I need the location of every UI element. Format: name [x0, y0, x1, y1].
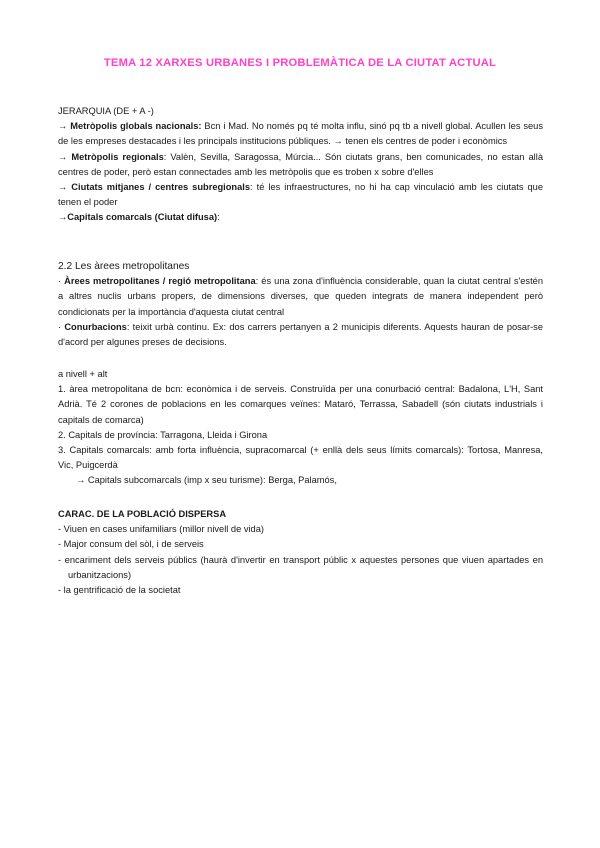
item-text: : és una zona d'influència considerable, quan la ciutat central s'estén a altres nuclis urbans propers, de dimensions diverses, que queden integrats de manera independent però condicionats per la importància d'aquesta ciutat central — [58, 276, 543, 317]
jerarquia-item — [58, 210, 543, 225]
jerarquia-section — [58, 104, 543, 226]
section-heading: 2.2 Les àrees metropolitanes — [58, 261, 190, 272]
dispersa-section — [58, 507, 543, 598]
arrow-icon: → — [58, 212, 68, 223]
arees-section — [58, 259, 543, 350]
nivell-section — [58, 367, 543, 489]
dispersa-item: - encariment dels serveis públics (haurà d'invertir en transport públic x aquestes persones que viuen apartades en urbanitzacions) — [58, 554, 543, 580]
item-text: : teixit urbà continu. Ex: dos carrers pertanyen a 2 municipis diferents. Aquests hauran de posar-se d'acord per algunes preses de decisions. — [58, 321, 543, 348]
nivell-heading: a nivell + alt — [58, 369, 108, 379]
item-label: Metròpolis regionals — [71, 151, 164, 162]
dispersa-item: - Viuen en cases unifamiliars (millor nivell de vida) — [58, 524, 264, 535]
arees-item — [58, 274, 543, 320]
item-prefix: · — [58, 321, 65, 332]
item-text: : Valèn, Sevilla, Saragossa, Múrcia... Són ciutats grans, ben comunicades, no estan allà centres de poder, però estan connectades amb les metròpolis que es troben x sobre d'elles — [58, 151, 543, 177]
item-label: Metròpolis globals nacionals: — [70, 121, 202, 132]
jerarquia-item — [58, 180, 543, 210]
nivell-item: 2. Capitals de província: Tarragona, Lleida i Girona — [58, 429, 268, 440]
item-label: Capitals comarcals (Ciutat difusa) — [67, 212, 218, 223]
item-prefix: · — [58, 276, 65, 287]
arrow-icon: → — [58, 121, 68, 132]
item-label: Àrees metropolitanes / regió metropolitana — [64, 276, 256, 287]
nivell-item: 3. Capitals comarcals: amb forta influència, supracomarcal (+ enllà dels seus límits comarcals): Tortosa, Manresa, Vic, Puigcerdà — [58, 445, 543, 471]
jerarquia-heading: JERARQUIA (DE + A -) — [58, 106, 154, 116]
item-label: Conurbacions — [64, 321, 127, 332]
arrow-icon: → — [58, 151, 68, 162]
arees-item — [58, 320, 543, 350]
jerarquia-item — [58, 150, 543, 180]
jerarquia-item — [58, 119, 543, 149]
item-text: Bcn i Mad. No només pq té molta influ, sinó pq tb a nivell global. Acullen les seus de les empreses destacades i les principals institucions públiques. → tenen els centres de poder i econòmics — [58, 121, 543, 147]
dispersa-item: - la gentrificació de la societat — [58, 585, 181, 596]
nivell-item: 1. àrea metropolitana de bcn: econòmica i de serveis. Construïda per una conurbació central: Badalona, L'H, Sant Adrià. Té 2 corones de poblacions en les comarques veïnes: Mataró, Terrassa, Sabadell (són ciutats industrials i capitals de comarca) — [58, 384, 543, 425]
nivell-subitem: → Capitals subcomarcals (imp x seu turisme): Berga, Palamós, — [76, 475, 337, 486]
page-title: TEMA 12 XARXES URBANES I PROBLEMÀTICA DE LA CIUTAT ACTUAL — [103, 57, 497, 69]
item-label: Ciutats mitjanes / centres subregionals — [71, 182, 251, 193]
item-text: : — [217, 212, 220, 223]
item-text: : té les infraestructures, no hi ha cap vinculació amb les ciutats que tenen el poder — [58, 182, 543, 208]
dispersa-heading: CARAC. DE LA POBLACIÓ DISPERSA — [58, 509, 227, 519]
dispersa-item: - Major consum del sòl, i de serveis — [58, 539, 204, 550]
arrow-icon: → — [58, 182, 68, 193]
